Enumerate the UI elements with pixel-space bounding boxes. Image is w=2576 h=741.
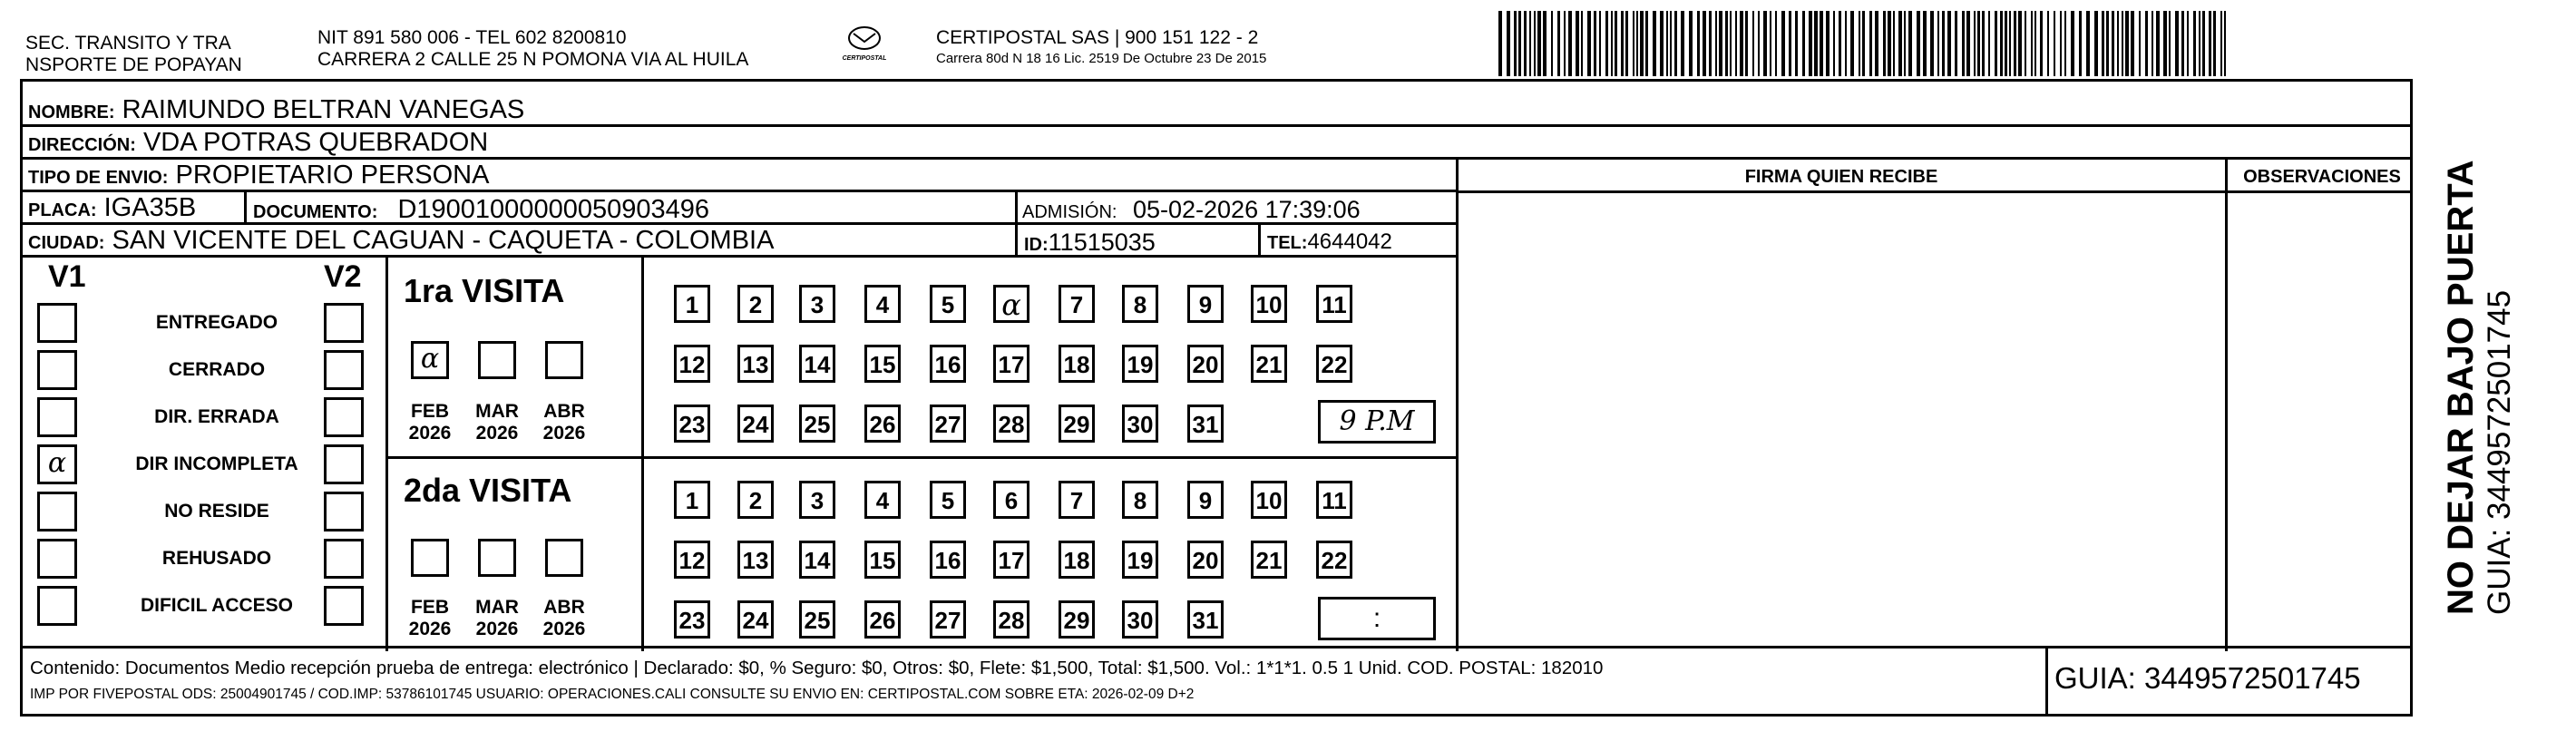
month-name: MAR (475, 597, 519, 618)
barcode-bar (2199, 11, 2200, 76)
barcode-bar (1930, 11, 1934, 76)
plate-label: PLACA: (28, 200, 97, 220)
tel-value: 4644042 (1307, 229, 1392, 254)
month-name: FEB (411, 597, 449, 618)
second-visit-day-box[interactable]: 26 (864, 600, 901, 639)
barcode-bar (1917, 11, 1920, 76)
barcode-bar (1564, 11, 1566, 76)
second-visit-day-box[interactable]: 27 (930, 600, 966, 639)
barcode (1495, 11, 2231, 76)
first-visit-day-box[interactable]: 5 (930, 285, 966, 323)
first-visit-day-box[interactable]: 13 (737, 345, 774, 383)
barcode-bar (1514, 11, 1517, 76)
second-visit-day-box[interactable]: 16 (930, 541, 966, 579)
second-visit-day-box[interactable]: 7 (1059, 481, 1095, 519)
signature-header: FIRMA QUIEN RECIBE (1744, 167, 1938, 187)
barcode-bar (1977, 11, 1980, 76)
second-visit-month-box[interactable] (411, 539, 449, 577)
second-visit-time-field[interactable] (1318, 597, 1436, 640)
second-visit-month-box[interactable] (545, 539, 583, 577)
month-name: MAR (475, 401, 519, 422)
content-line: Contenido: Documentos Medio recepción prueba de entrega: electrónico | Declarado: $0, % Seguro: $0, Otros: $0, Flete: $1,500, Total: $1,500. Vol.: 1*1*1. 0.5 1 Unid. COD. POSTAL: 182010 (30, 658, 1604, 678)
barcode-bar (1962, 11, 1965, 76)
second-visit-day-box[interactable]: 25 (799, 600, 835, 639)
barcode-bar (1982, 11, 1985, 76)
first-visit-month-box[interactable] (545, 341, 583, 379)
barcode-bar (1826, 11, 1830, 76)
barcode-bar (1640, 11, 1644, 76)
barcode-bar (1599, 11, 1601, 76)
side-guia: GUIA: 3449572501745 (2482, 289, 2517, 615)
second-visit-day-box[interactable]: 11 (1316, 481, 1352, 519)
admission-field (1022, 196, 1361, 226)
first-visit-day-box[interactable]: 30 (1122, 405, 1158, 443)
reason-label: CERRADO (168, 359, 266, 380)
v1-checkmark: α (47, 447, 67, 479)
barcode-bar (2152, 11, 2153, 76)
first-visit-day-box[interactable]: 22 (1316, 345, 1352, 383)
month-year: 2026 (475, 423, 519, 444)
footer (20, 648, 2413, 717)
barcode-bar (1697, 11, 1700, 76)
barcode-bar (1715, 11, 1717, 76)
first-visit-day-box[interactable]: 15 (864, 345, 901, 383)
barcode-bar (1875, 11, 1878, 76)
barcode-bar (2224, 11, 2226, 76)
barcode-bar (1995, 11, 1997, 76)
barcode-bar (1758, 11, 1760, 76)
barcode-bar (2047, 11, 2049, 76)
barcode-bar (1557, 11, 1560, 76)
imp-line: IMP POR FIVEPOSTAL ODS: 25004901745 / COD.IMP: 53786101745 USUARIO: OPERACIONES.CALI CONSULTE SU ENVIO EN: CERTIPOSTAL.COM SOBRE ETA: 2026-02-09 D+2 (30, 687, 1195, 702)
barcode-bar (2175, 11, 2179, 76)
envelope-logo-icon (846, 25, 883, 51)
first-visit-day-box[interactable]: 20 (1187, 345, 1224, 383)
admission-value: 05-02-2026 17:39:06 (1132, 196, 1361, 223)
barcode-bar (1942, 11, 1945, 76)
v1-checkbox[interactable] (37, 586, 77, 626)
barcode-bar (2014, 11, 2016, 76)
tel-label: TEL: (1267, 233, 1308, 253)
barcode-bar (1781, 11, 1785, 76)
barcode-bar (1862, 11, 1865, 76)
barcode-bar (1660, 11, 1664, 76)
document-value: D19001000000050903496 (397, 195, 709, 224)
first-visit-day-box[interactable]: 26 (864, 405, 901, 443)
recipient-address: VDA POTRAS QUEBRADON (142, 128, 489, 157)
barcode-bar (2187, 11, 2189, 76)
reason-label: DIR. ERRADA (154, 406, 279, 427)
barcode-bar (1859, 11, 1860, 76)
certipostal-logo (833, 25, 896, 80)
shipment-type: PROPIETARIO PERSONA (175, 161, 490, 190)
second-visit-day-box[interactable]: 15 (864, 541, 901, 579)
barcode-bar (1543, 11, 1547, 76)
month-name: ABR (543, 401, 585, 422)
barcode-bar (2071, 11, 2074, 76)
barcode-bar (1974, 11, 1976, 76)
barcode-bar (2031, 11, 2033, 76)
barcode-bar (1809, 11, 1812, 76)
id-field (1024, 229, 1156, 258)
second-visit-title: 2da VISITA (404, 472, 572, 509)
barcode-bar (1883, 11, 1886, 76)
city-row (23, 225, 1456, 258)
second-visit-day-box[interactable]: 6 (993, 481, 1029, 519)
barcode-bar (2156, 11, 2160, 76)
observations-header: OBSERVACIONES (2243, 167, 2401, 187)
barcode-bar (2145, 11, 2148, 76)
sender-line-2: NSPORTE DE POPAYAN (25, 54, 242, 75)
barcode-bar (1534, 11, 1536, 76)
second-visit-day-box[interactable]: 22 (1316, 541, 1352, 579)
footer-guia: GUIA: 3449572501745 (2054, 661, 2361, 695)
first-visit-day-box[interactable]: 25 (799, 405, 835, 443)
barcode-bar (2202, 11, 2205, 76)
barcode-bar (1633, 11, 1634, 76)
second-visit-time: : (1372, 603, 1381, 633)
barcode-bar (2034, 11, 2036, 76)
barcode-bar (1763, 11, 1767, 76)
v2-checkbox[interactable] (324, 492, 364, 531)
first-visit-month-box[interactable] (478, 341, 516, 379)
barcode-bar (1518, 11, 1521, 76)
barcode-bar (2060, 11, 2062, 76)
v1-checkbox[interactable] (37, 397, 77, 437)
v2-checkbox[interactable] (324, 397, 364, 437)
second-visit-day-box[interactable]: 18 (1059, 541, 1095, 579)
company-block (936, 27, 1266, 69)
nit-line: NIT 891 580 006 - TEL 602 8200810 (317, 27, 627, 48)
tel-field (1267, 229, 1392, 257)
first-visit-day-box[interactable]: 21 (1251, 345, 1287, 383)
second-visit-day-box[interactable]: 29 (1059, 600, 1095, 639)
barcode-bar (1814, 11, 1818, 76)
barcode-bar (1937, 11, 1939, 76)
second-visit-day-box[interactable]: 5 (930, 481, 966, 519)
month-year: 2026 (542, 423, 586, 444)
v1-checkbox[interactable] (37, 539, 77, 579)
second-visit-day-box[interactable]: 13 (737, 541, 774, 579)
barcode-bar (2086, 11, 2090, 76)
second-visit-month-box[interactable] (478, 539, 516, 577)
second-visit-day-box[interactable]: 24 (737, 600, 774, 639)
address-label: DIRECCIÓN: (28, 135, 136, 155)
barcode-bar (1498, 11, 1502, 76)
barcode-bar (2106, 11, 2109, 76)
first-visit-day-box[interactable]: 24 (737, 405, 774, 443)
v1-checkbox[interactable] (37, 444, 77, 484)
second-visit-day-box[interactable]: 9 (1187, 481, 1224, 519)
first-visit-day-box[interactable]: 14 (799, 345, 835, 383)
barcode-bar (1745, 11, 1748, 76)
barcode-bar (1674, 11, 1677, 76)
barcode-bar (1605, 11, 1608, 76)
barcode-bar (1636, 11, 1638, 76)
barcode-bar (1709, 11, 1712, 76)
barcode-bar (1770, 11, 1771, 76)
license-line: Carrera 80d N 18 16 Lic. 2519 De Octubre 23 De 2015 (936, 51, 1267, 66)
v1-checkbox[interactable] (37, 350, 77, 390)
first-visit-day-box[interactable]: 19 (1122, 345, 1158, 383)
month-label (537, 401, 591, 444)
barcode-bar (2102, 11, 2104, 76)
document-label: DOCUMENTO: (253, 202, 378, 222)
month-label (470, 401, 524, 444)
first-visit-day-box[interactable]: 16 (930, 345, 966, 383)
month-year: 2026 (542, 619, 586, 639)
barcode-bar (2079, 11, 2082, 76)
v2-label: V2 (324, 259, 362, 294)
v2-checkbox[interactable] (324, 539, 364, 579)
barcode-bar (1689, 11, 1693, 76)
v2-checkbox[interactable] (324, 303, 364, 343)
barcode-bar (2163, 11, 2167, 76)
first-visit-day-box[interactable]: 1 (674, 285, 710, 323)
document-field (253, 196, 709, 226)
second-visit-day-box[interactable]: 4 (864, 481, 901, 519)
barcode-bar (1581, 11, 1583, 76)
barcode-bar (1645, 11, 1648, 76)
barcode-bar (1666, 11, 1668, 76)
admission-label: ADMISIÓN: (1022, 202, 1117, 222)
second-visit-day-box[interactable]: 20 (1187, 541, 1224, 579)
name-label: NOMBRE: (28, 102, 115, 122)
barcode-bar (1869, 11, 1872, 76)
barcode-bar (1893, 11, 1895, 76)
barcode-bar (1681, 11, 1684, 76)
type-row (23, 160, 1456, 192)
first-visit-title: 1ra VISITA (404, 272, 565, 309)
first-visit-day-box[interactable]: 28 (993, 405, 1029, 443)
barcode-bar (1594, 11, 1596, 76)
barcode-bar (1551, 11, 1553, 76)
first-visit-day-box[interactable]: α (993, 285, 1029, 323)
barcode-bar (1524, 11, 1527, 76)
month-label (403, 597, 457, 640)
second-visit-day-box[interactable]: 30 (1122, 600, 1158, 639)
barcode-bar (1839, 11, 1841, 76)
second-visit-day-box[interactable]: 10 (1251, 481, 1287, 519)
barcode-bar (2122, 11, 2123, 76)
reason-label: REHUSADO (161, 548, 272, 569)
month-name: ABR (543, 597, 585, 618)
barcode-bar (2213, 11, 2216, 76)
month-year: 2026 (475, 619, 519, 639)
first-visit-day-box[interactable]: 8 (1122, 285, 1158, 323)
second-visit-day-box[interactable]: 19 (1122, 541, 1158, 579)
v2-checkbox[interactable] (324, 350, 364, 390)
first-visit-day-box[interactable]: 7 (1059, 285, 1095, 323)
barcode-bar (1752, 11, 1754, 76)
barcode-bar (1740, 11, 1743, 76)
company-line: CERTIPOSTAL SAS | 900 151 122 - 2 (936, 27, 1259, 48)
barcode-bar (1735, 11, 1737, 76)
barcode-bar (2125, 11, 2129, 76)
barcode-bar (1802, 11, 1805, 76)
barcode-bar (1507, 11, 1510, 76)
barcode-bar (1730, 11, 1732, 76)
second-visit-day-box[interactable]: 17 (993, 541, 1029, 579)
second-visit-day-box[interactable]: 3 (799, 481, 835, 519)
reason-label: ENTREGADO (155, 312, 278, 333)
v1-checkbox[interactable] (37, 492, 77, 531)
month-year: 2026 (408, 619, 452, 639)
city-label: CIUDAD: (28, 233, 105, 253)
barcode-bar (1820, 11, 1823, 76)
first-visit-day-box[interactable]: 2 (737, 285, 774, 323)
first-visit-day-box[interactable]: 12 (674, 345, 710, 383)
id-value: 11515035 (1048, 229, 1156, 256)
barcode-bar (1795, 11, 1798, 76)
month-label (537, 597, 591, 640)
barcode-bar (1908, 11, 1912, 76)
barcode-bar (2193, 11, 2196, 76)
second-visit-day-box[interactable]: 28 (993, 600, 1029, 639)
second-visit-day-box[interactable]: 21 (1251, 541, 1287, 579)
barcode-bar (1703, 11, 1706, 76)
barcode-bar (1615, 11, 1617, 76)
barcode-bar (2220, 11, 2222, 76)
barcode-bar (2139, 11, 2141, 76)
first-visit-month-box[interactable] (411, 341, 449, 379)
barcode-bar (2112, 11, 2114, 76)
first-visit-day-box[interactable]: 31 (1187, 405, 1224, 443)
barcode-bar (1833, 11, 1835, 76)
plate-value: IGA35B (103, 193, 197, 222)
barcode-bar (2000, 11, 2003, 76)
barcode-bar (2131, 11, 2134, 76)
sender-block (25, 33, 242, 76)
barcode-bar (1775, 11, 1777, 76)
barcode-bar (2018, 11, 2022, 76)
second-visit-day-box[interactable]: 8 (1122, 481, 1158, 519)
second-visit-day-box[interactable]: 1 (674, 481, 710, 519)
barcode-bar (2181, 11, 2184, 76)
side-text (2440, 160, 2518, 615)
barcode-bar (2064, 11, 2066, 76)
barcode-bar (1611, 11, 1613, 76)
first-visit-day-box[interactable]: 10 (1251, 285, 1287, 323)
sender-line-1: SEC. TRANSITO Y TRA (25, 33, 231, 54)
barcode-bar (2054, 11, 2055, 76)
barcode-bar (1725, 11, 1728, 76)
barcode-bar (1576, 11, 1579, 76)
nit-address-block (317, 27, 748, 71)
month-label (403, 401, 457, 444)
side-warning: NO DEJAR BAJO PUERTA (2441, 160, 2481, 615)
barcode-bar (1850, 11, 1854, 76)
reason-label: NO RESIDE (164, 501, 269, 522)
barcode-bar (1923, 11, 1927, 76)
recipient-name: RAIMUNDO BELTRAN VANEGAS (122, 95, 525, 124)
v2-checkbox[interactable] (324, 586, 364, 626)
second-visit-day-box[interactable]: 23 (674, 600, 710, 639)
barcode-bar (1898, 11, 1902, 76)
barcode-bar (1621, 11, 1624, 76)
barcode-bar (1529, 11, 1531, 76)
first-visit-day-box[interactable]: 29 (1059, 405, 1095, 443)
barcode-bar (1947, 11, 1951, 76)
barcode-bar (1966, 11, 1970, 76)
v1-checkbox[interactable] (37, 303, 77, 343)
barcode-bar (1988, 11, 1990, 76)
name-row (23, 94, 2413, 127)
v1-label: V1 (48, 259, 86, 294)
barcode-bar (1625, 11, 1628, 76)
barcode-bar (2009, 11, 2011, 76)
barcode-bar (1587, 11, 1591, 76)
barcode-bar (2094, 11, 2098, 76)
barcode-bar (1568, 11, 1572, 76)
reason-label: DIR INCOMPLETA (135, 453, 298, 474)
barcode-bar (1537, 11, 1541, 76)
month-checkmark: α (420, 343, 440, 375)
city-value: SAN VICENTE DEL CAGUAN - CAQUETA - COLOMBIA (112, 226, 775, 255)
month-name: FEB (411, 401, 449, 422)
reason-label: DIFICIL ACCESO (140, 595, 293, 616)
second-visit-day-box[interactable]: 31 (1187, 600, 1224, 639)
address-row (23, 127, 2413, 160)
first-visit-time: 9 P.M (1339, 405, 1415, 437)
month-label (470, 597, 524, 640)
month-year: 2026 (408, 423, 452, 444)
delivery-form (20, 79, 2413, 648)
barcode-bar (1955, 11, 1957, 76)
first-visit-day-box[interactable]: 27 (930, 405, 966, 443)
barcode-bar (1670, 11, 1672, 76)
v2-checkbox[interactable] (324, 444, 364, 484)
first-visit-day-box[interactable]: 9 (1187, 285, 1224, 323)
barcode-bar (2169, 11, 2171, 76)
first-visit-day-box[interactable]: 3 (799, 285, 835, 323)
barcode-bar (2005, 11, 2007, 76)
first-visit-day-box[interactable]: 23 (674, 405, 710, 443)
barcode-bar (1719, 11, 1722, 76)
id-label: ID: (1024, 235, 1049, 255)
barcode-bar (2040, 11, 2043, 76)
barcode-bar (1888, 11, 1891, 76)
barcode-bar (1845, 11, 1847, 76)
second-visit-day-box[interactable]: 2 (737, 481, 774, 519)
first-visit-day-box[interactable]: 18 (1059, 345, 1095, 383)
first-visit-day-box[interactable]: 4 (864, 285, 901, 323)
barcode-bar (1904, 11, 1906, 76)
second-visit-day-box[interactable]: 14 (799, 541, 835, 579)
first-visit-day-box[interactable]: 17 (993, 345, 1029, 383)
barcode-bar (1789, 11, 1791, 76)
barcode-bar (2209, 11, 2211, 76)
second-visit-day-box[interactable]: 12 (674, 541, 710, 579)
first-visit-day-box[interactable]: 11 (1316, 285, 1352, 323)
logo-text: CERTIPOSTAL (842, 55, 887, 62)
address-line: CARRERA 2 CALLE 25 N POMONA VIA AL HUILA (317, 49, 749, 70)
type-label: TIPO DE ENVIO: (28, 168, 169, 188)
first-visit-time-field[interactable] (1318, 400, 1436, 444)
barcode-bar (2025, 11, 2026, 76)
barcode-bar (2117, 11, 2119, 76)
barcode-bar (1653, 11, 1656, 76)
